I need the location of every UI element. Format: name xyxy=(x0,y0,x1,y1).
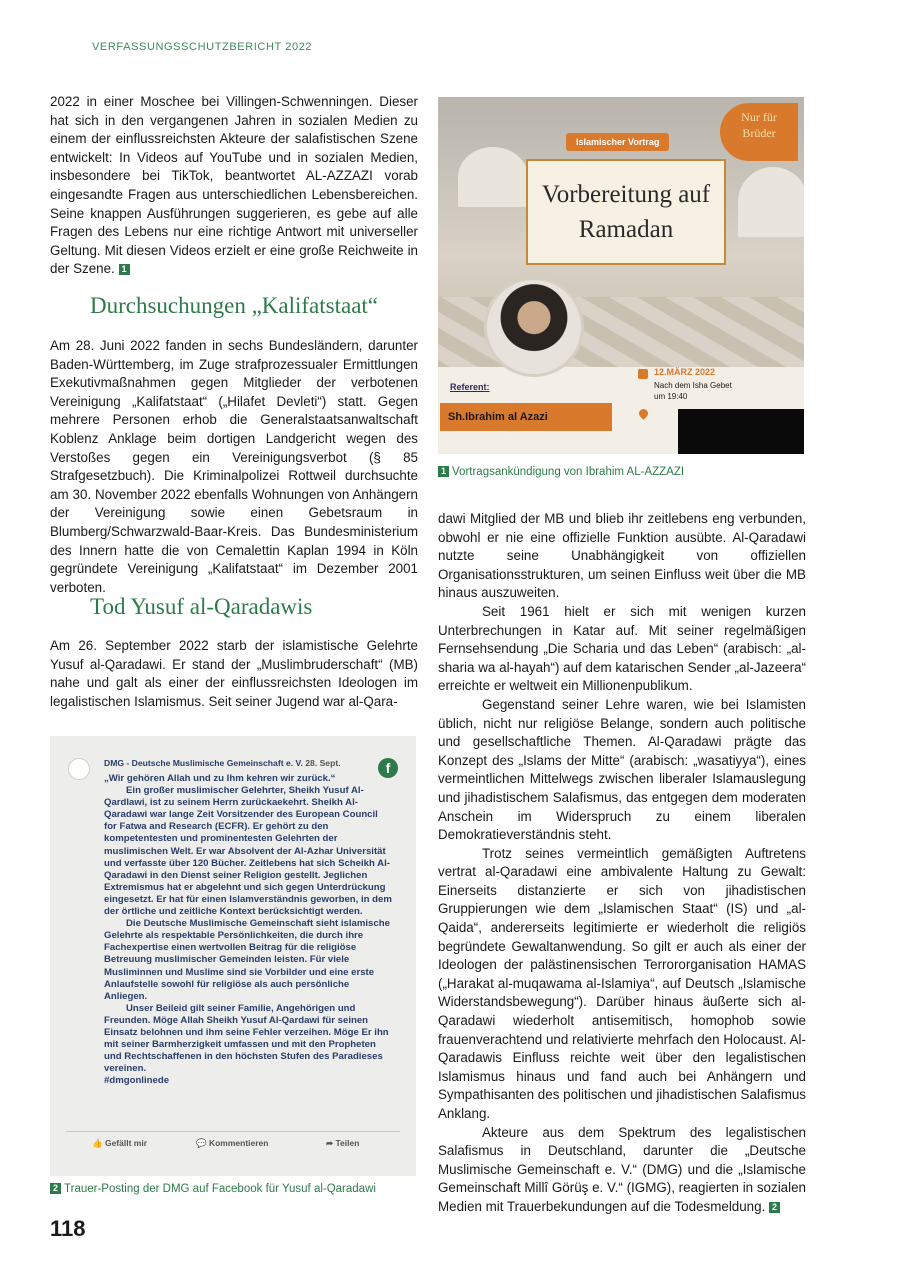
figure-ref-1[interactable]: 1 xyxy=(119,264,130,275)
post-hashtag: #dmgonlinede xyxy=(104,1075,170,1087)
caption-figure-1: 1 Vortragsankündigung von Ibrahim AL-AZZAZI xyxy=(438,466,684,478)
mosque-dome-right xyxy=(738,167,804,237)
paragraph-kalifatstaat: Am 28. Juni 2022 fanden in sechs Bundesländern, darunter Baden-Württemberg, im Zuge strafprozessualer Ermittlungen Exekutivmaßnahmen gegen Mitglieder der verbotenen Vereinigung „Kalifatstaat“ („Hilafet Devleti“) statt. Gegen mehrere Personen erhob die Generalstaatsanwaltschaft Koblenz Anklage beim dortigen Landgericht wegen des Verstoßes gegen ein Vereinigungsverbot (§ 85 Strafgesetzbuch). Die Kriminalpolizei Rottweil durchsuchte am 30. November 2022 ebenfalls Wohnungen von Anhängern der Vereinigung sowie einen Gebetsraum in Blumberg/Schwarzwald-Baar-Kreis. Das Bundesministerium des Innern hatte die von Cemalettin Kaplan 1994 in Köln gegründete Vereinigung „Kalifatstaat“ im Dezember 2001 verboten. xyxy=(50,338,418,595)
lecture-poster-image xyxy=(438,97,804,454)
event-time: Nach dem Isha Gebet um 19:40 xyxy=(654,381,732,401)
poster-tag: Islamischer Vortrag xyxy=(566,133,669,151)
thumbs-up-icon: 👍 xyxy=(92,1138,103,1148)
post-author: DMG - Deutsche Muslimische Gemeinschaft e. V. 28. Sept. xyxy=(104,758,341,768)
paragraph-azzazi: 2022 in einer Moschee bei Villingen-Schwenningen. Dieser hat sich in den vergangenen Jahren in sozialen Medien zu einem der einflussreichsten Akteure der salafistischen Szene entwickelt: In Videos auf YouTube und in sozialen Medien, insbesondere bei TikTok, beantwortet AL-AZZAZI vorab eingesandte Fragen aus unterschiedlichen Lebensbereichen. Seine knappen Ausführungen suggerieren, es gebe auf alle Fragen des Lebens nur eine richtige Antwort mit universeller Geltung. Mit diesen Videos erzielt er eine große Reichweite in der Szene. 1 xyxy=(50,94,418,277)
comment-icon: 💬 xyxy=(196,1138,207,1148)
like-button[interactable]: 👍 Gefällt mir xyxy=(92,1138,148,1148)
post-body: „Wir gehören Allah und zu Ihm kehren wir zurück.“ Ein großer muslimischer Gelehrter, Sheikh Yusuf Al-Qardlawi, ist zu seinem Herrn zurückaekehrt. Sheikh Al-Qaradawi war lange Zeit Vorsitzender des European Council for Fatwa and Research (ECFR). Er gehört zu den kompetentesten und prominentesten Gelehrten der muslimischen Welt. Er war Absolvent der Al-Azhar Universität und verfasste über 120 Bücher. Zeitlebens hat sich Scheikh Al-Qaradawi in den Dienst seiner Religion gestellt. Jeglichen Extremismus hat er abgelehnt und sich gegen Unterdrückung eingesetzt. Er hat für einen Islamverständnis geworben, in dem der örtliche und zeitliche Kontext berücksichtigt werden. Die Deutsche Muslimische Gemeinschaft sieht islamische Gelehrte als respektable Persönlichkeiten, die durch ihre Fachexpertise einen wertvollen Beitrag für die religiöse Betreuung muslimischer Gemeinden leisten. Für viele Musliminnen und Muslime sind sie Vorbilder und eine erste Anlaufstelle sowohl für religiöse als auch persönliche Anliegen. Unser Beileid gilt seiner Familie, Angehörigen und Freunden. Möge Allah Sheikh Yusuf Al-Qardawi für seinen Einsatz belohnen und ihm seine Fehler verzeihen. Möge Er ihn mit seiner Barmherzigkeit umfassen und mit den Propheten und Rechtschaffenen in den höchsten Stufen des Paradieses vereinen. #dmgonlinede xyxy=(104,773,392,1087)
facebook-post-screenshot xyxy=(50,736,416,1176)
redacted-location xyxy=(678,409,804,454)
caption-figure-2: 2 Trauer-Posting der DMG auf Facebook für Yusuf al-Qaradawi xyxy=(50,1183,376,1195)
post-date: 28. Sept. xyxy=(305,758,341,768)
paragraph-gewalt: Trotz seines vermeintlich gemäßigten Auftretens vertrat al-Qaradawi eine ambivalente Haltung zu Gewalt: Einerseits distanzierte er sich von jihadistischen Gruppierungen wie dem „Islamischen Staat“ (IS) und „al-Qaida“, andererseits legitimierte er wiederholt die religiös begründete Gewaltanwendung. So gilt er auch als einer der Ideologen der palästinensischen Terrororganisation HAMAS („Harakat al-muqawama al-Islamiya“, auf Deutsch „Islamische Widerstandsbewegung“). Darüber hinaus äußerte sich al-Qaradawi wiederholt antisemitisch, homophob sowie frauenverachtend und relativierte mehrfach den Holocaust. Al-Qaradawis Einfluss reichte weit über den legalistischen Islamismus hinaus und fand auch bei Anhängern und Sympathisanten des politischen und jihadistischen Salafismus Anklang. xyxy=(438,845,806,1121)
paragraph-lehre: Gegenstand seiner Lehre waren, wie bei Islamisten üblich, nicht nur religiöse Belange, sondern auch politische und gesellschaftliche Themen. Al-Qaradawi prägte das Konzept des „Islams der Mitte“ (arabisch: „wasatiyya“), eines vermeintlichen Mittelwegs zwischen liberaler Islamauslegung und jihadistischem Salafismus, das entgegen dem moderaten Anschein im Widerspruch zu einem liberalen Demokratieverständnis steht. xyxy=(438,696,806,843)
dmg-logo xyxy=(68,758,90,780)
speaker-portrait xyxy=(484,277,584,377)
poster-title: Vorbereitung auf Ramadan xyxy=(526,159,726,265)
page-number: 118 xyxy=(50,1216,86,1241)
heading-qaradawi: Tod Yusuf al-Qaradawis xyxy=(90,594,313,619)
share-button[interactable]: ➦ Teilen xyxy=(326,1138,360,1148)
paragraph-reaktionen: Akteure aus dem Spektrum des legalistischen Salafismus in Deutschland, darunter die „Deutsche Muslimische Gemeinschaft e. V.“ (DMG) und die „Islamische Gemeinschaft Millî Görüş e. V.“ (IGMG), reagierten in sozialen Medien mit Trauerbekundungen auf die Todesmeldung. 2 xyxy=(438,1124,806,1214)
left-column-qaradawi xyxy=(50,637,418,711)
running-header: VERFASSUNGSSCHUTZBERICHT 2022 xyxy=(92,41,313,53)
poster-brothers-only: Nur für Brüder xyxy=(720,103,798,161)
comment-button[interactable]: 💬 Kommentieren xyxy=(196,1138,269,1148)
calendar-icon xyxy=(638,369,648,379)
post-action-divider xyxy=(66,1131,400,1132)
right-column xyxy=(438,510,806,1217)
mosque-dome-left xyxy=(458,147,528,207)
paragraph-katar: Seit 1961 hielt er sich mit wenigen kurzen Unterbrechungen in Katar auf. Mit seiner regelmäßigen Fernsehsendung „Die Scharia und das Leben“ (arabisch: „al-sharia wa al-hayah“) auf dem katarischen Sender „al-Jazeera“ erreichte er weltweit ein Millionenpublikum. xyxy=(438,603,806,694)
caption-badge-2: 2 xyxy=(50,1183,61,1194)
paragraph-qaradawi-intro: Am 26. September 2022 starb der islamistische Gelehrte Yusuf al-Qaradawi. Er stand der „Muslimbruderschaft“ (MB) nahe und galt als einer der einflussreichsten Ideologen im legalistischen Islamismus. Seit seiner Jugend war al-Qara- xyxy=(50,638,418,709)
share-icon: ➦ xyxy=(326,1138,334,1148)
caption-badge-1: 1 xyxy=(438,466,449,477)
referent-label: Referent: xyxy=(450,382,490,392)
heading-kalifatstaat: Durchsuchungen „Kalifatstaat“ xyxy=(90,293,379,318)
left-column-intro xyxy=(50,93,418,279)
paragraph-mb: dawi Mitglied der MB und blieb ihr zeitlebens eng verbunden, obwohl er nie eine offizielle Funktion ausübte. Al-Qaradawi nutzte seine Unabhängigkeit von offiziellen Organisationsstrukturen, um seinen Einfluss weit über die MB hinaus auszuweiten. xyxy=(438,511,806,601)
speaker-name: Sh.Ibrahim al Azazi xyxy=(440,403,612,431)
facebook-icon: f xyxy=(378,758,398,778)
left-column-kalifat xyxy=(50,337,418,597)
event-date: 12.MÄRZ 2022 xyxy=(654,367,716,377)
figure-ref-2[interactable]: 2 xyxy=(769,1202,780,1213)
